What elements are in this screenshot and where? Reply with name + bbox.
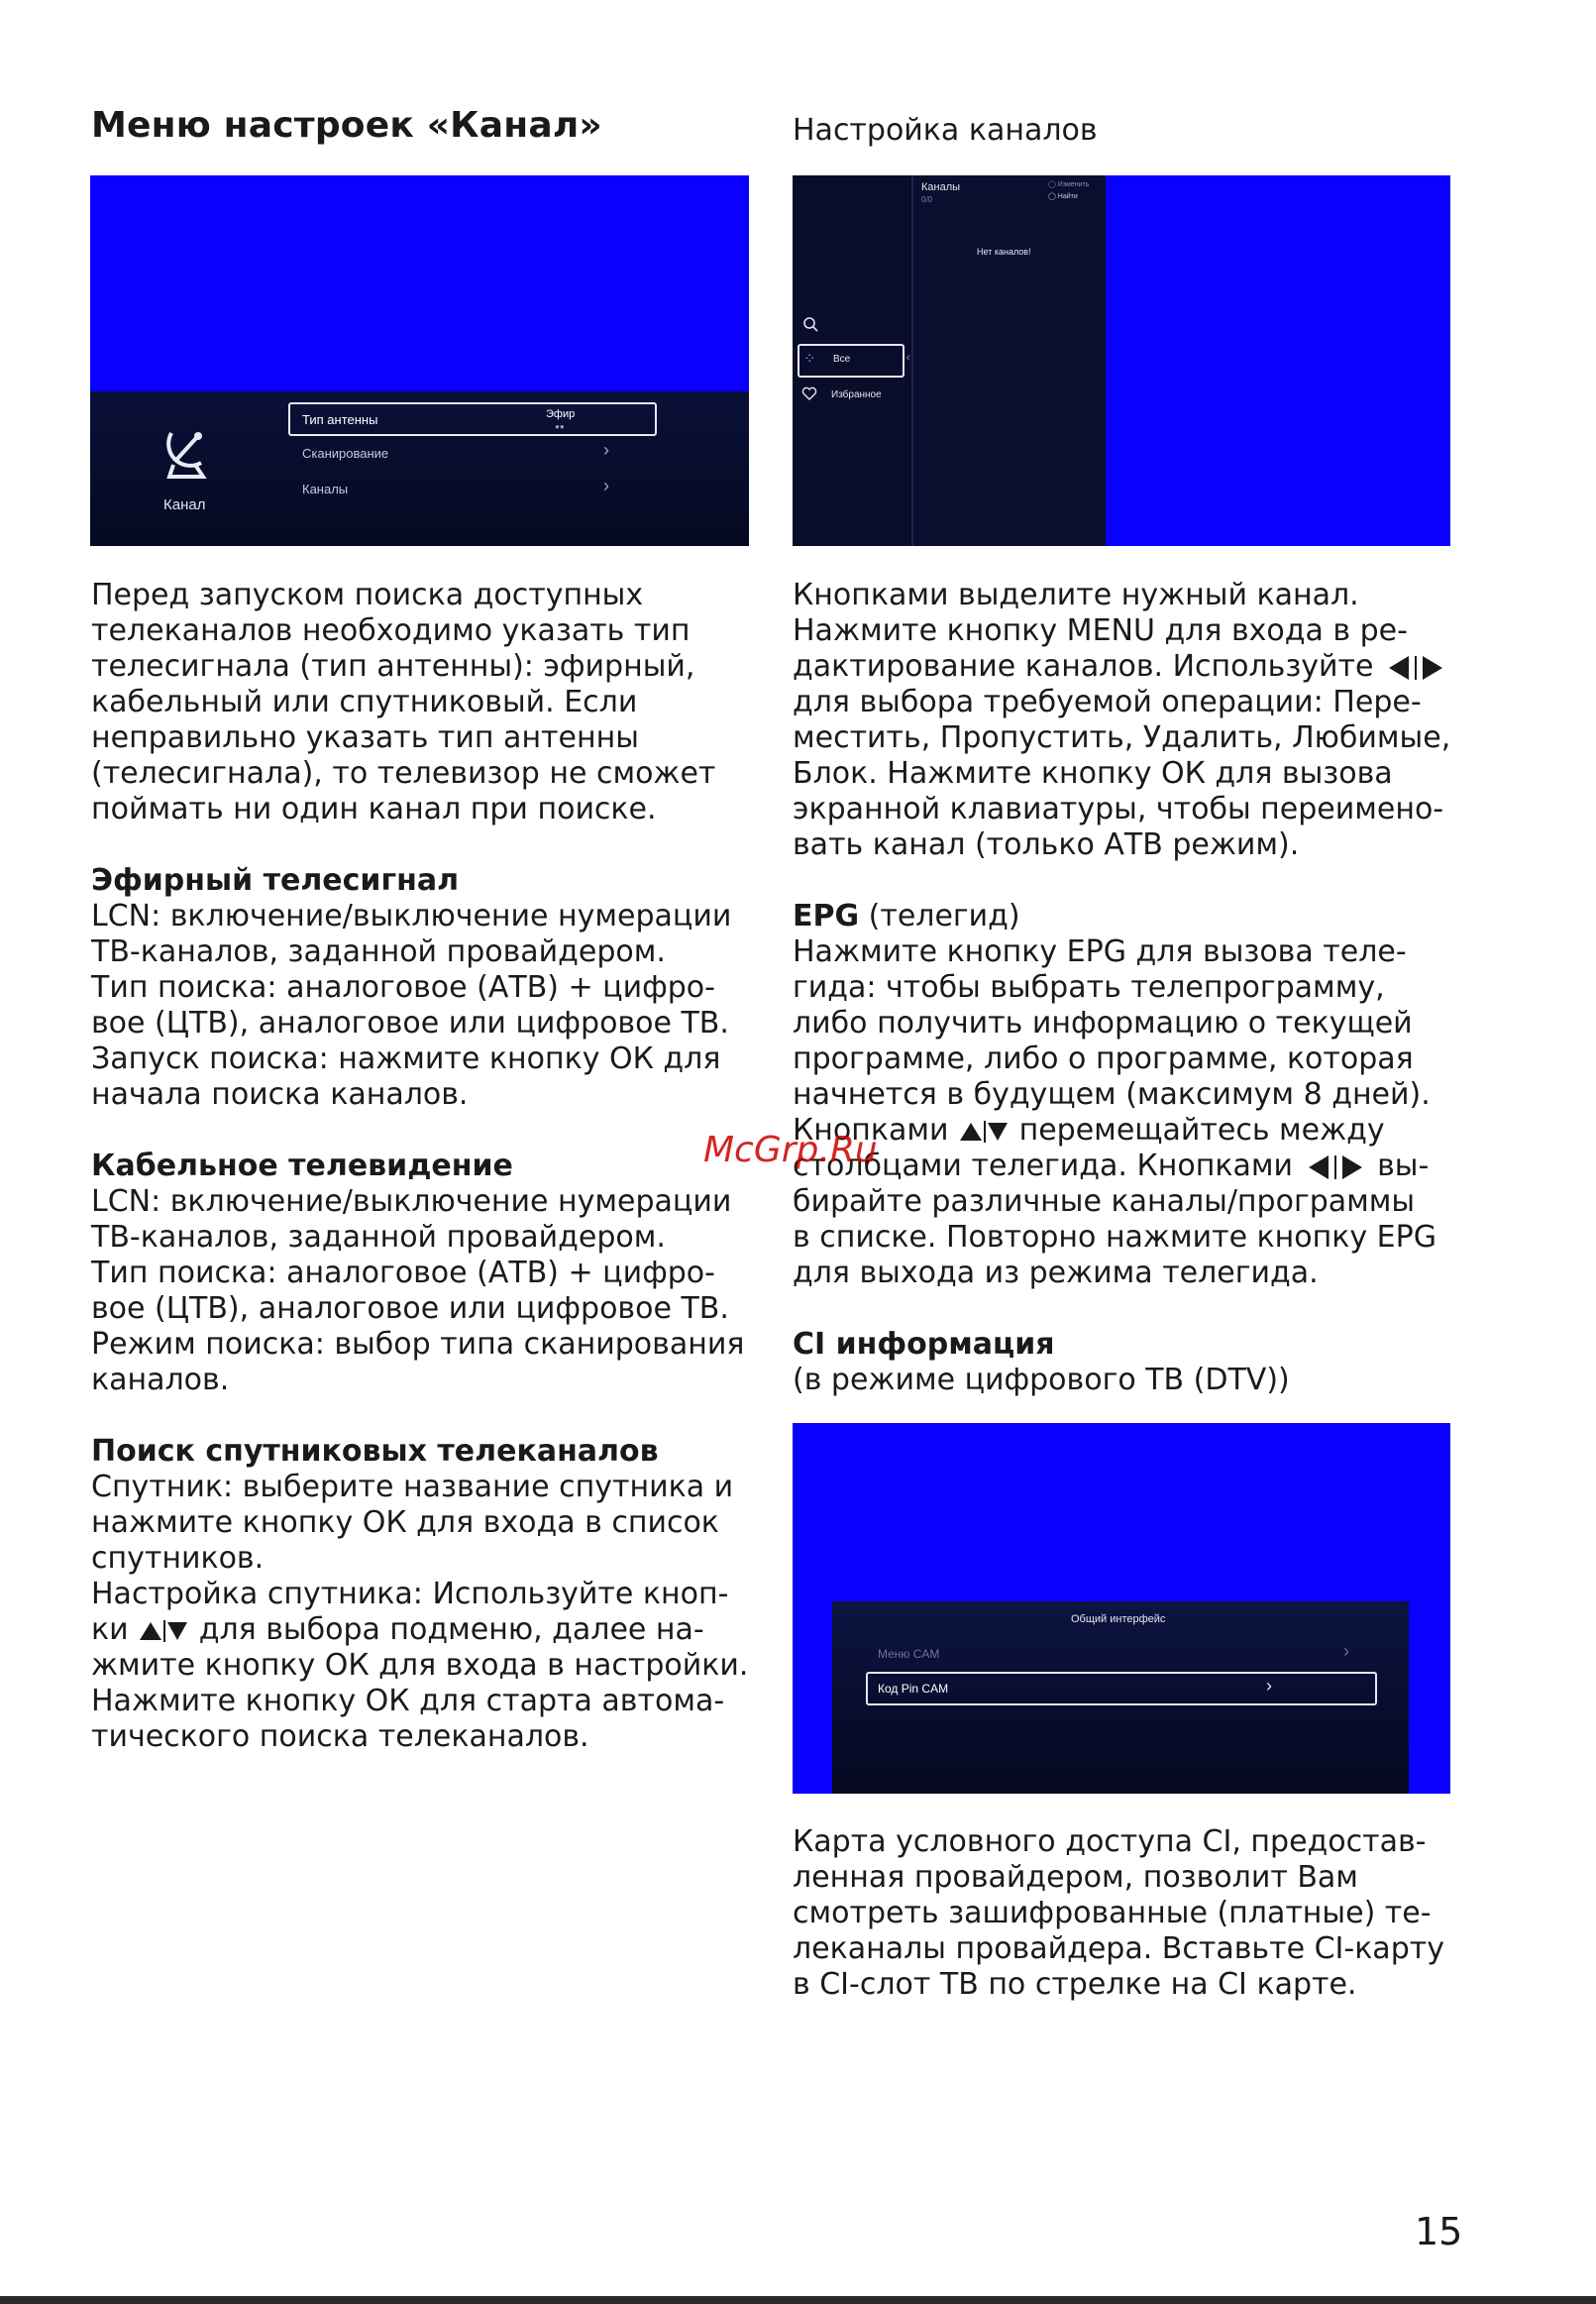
chevron-left-icon: ‹ [905, 350, 911, 366]
ci-panel-title: Общий интерфейс [1071, 1613, 1166, 1625]
channel-list-screenshot [793, 175, 1450, 546]
epg-section: EPG (телегид) Нажмите кнопку EPG для вызова теле- гида: чтобы выбрать телепрограмму, либо получить информацию о текущей программе, либо о программе, которая начнется в будущем (максимум 8 дней). Кнопками перемещайтесь между столбцами телегида. Кнопками вы- бирайте различные каналы/программы в списке. Повторно нажмите кнопку EPG для выхода из режима телегида. [793, 899, 1436, 1290]
side-item-favorites[interactable]: Избранное [831, 389, 882, 400]
edit-action[interactable]: ◯ Изменить [1048, 181, 1090, 188]
dots-indicator: ●● [555, 422, 565, 431]
air-heading: Эфирный телесигнал [91, 863, 460, 898]
menu-item-label: Сканирование [302, 446, 389, 461]
common-interface-screenshot [793, 1423, 1450, 1794]
page-number: 15 [1415, 2210, 1463, 2253]
ci-heading: CI информация [793, 1327, 1055, 1362]
chevron-right-icon: › [1266, 1676, 1272, 1696]
search-icon[interactable] [802, 316, 818, 332]
ci-section [793, 1327, 1456, 1398]
grid-icon: ⁘ [803, 350, 816, 368]
side-item-all[interactable] [798, 344, 904, 378]
menu-item-label: Каналы [302, 482, 349, 496]
channel-menu-screenshot [90, 175, 749, 546]
air-section: Эфирный телесигнал LCN: включение/выключение нумерации ТВ-каналов, заданной провайдером. Тип поиска: аналоговое (АТВ) + цифро- вое (ЦТВ), аналоговое или цифровое ТВ. Запуск поиска: нажмите кнопку ОК для начала поиска каналов. [91, 863, 755, 1113]
category-label: Канал [163, 496, 206, 513]
cable-section: Кабельное телевидение LCN: включение/выключение нумерации ТВ-каналов, заданной провайдером. Тип поиска: аналоговое (АТВ) + цифро- вое (ЦТВ), аналоговое или цифровое ТВ. Режим поиска: выбор типа сканирования каналов. [91, 1149, 755, 1398]
satellite-dish-icon [161, 425, 211, 481]
satellite-section: Поиск спутниковых телеканалов Спутник: выберите название спутника и нажмите кнопку ОК для входа в список спутников. Настройка спутника: Используйте кноп- ки для выбора подменю, далее на- жмите кнопку ОК для входа в настройки. Нажмите кнопку ОК для старта автома- тического поиска телеканалов. [91, 1434, 755, 1755]
left-right-arrows-icon [1303, 1153, 1368, 1181]
intro-paragraph: Перед запуском поиска доступных телеканалов необходимо указать тип телесигнала (тип антенны): эфирный, кабельный или спутниковый. Если неправильно указать тип антенны (телесигнала), то телевизор не сможет поймать ни один канал при поиске. [91, 578, 716, 826]
cable-heading: Кабельное телевидение [91, 1149, 513, 1183]
up-down-arrows-icon [138, 1618, 189, 1644]
up-down-arrows-icon [958, 1119, 1010, 1145]
edit-paragraph: Кнопками выделите нужный канал. Нажмите кнопку MENU для входа в ре- дактирование каналов. Используйте для выбора требуемой операции: Пере- местить, Пропустить, Удалить, Любимые, Блок. Нажмите кнопку ОК для вызова экранной клавиатуры, чтобы переимено- вать канал (только АТВ режим). [793, 578, 1451, 862]
menu-item-antenna-type[interactable] [288, 402, 657, 436]
list-count: 0/0 [921, 195, 933, 204]
menu-item-label: Код Pin CAM [878, 1682, 949, 1696]
menu-item-value: Эфир [546, 408, 576, 420]
ci-paragraph: Карта условного доступа CI, предостав- ленная провайдером, позволит Вам смотреть зашифрованные (платные) те- леканалы провайдера. Вставьте CI-карту в CI-слот ТВ по стрелке на CI карте. [793, 1824, 1444, 2002]
list-panel [913, 175, 1106, 546]
find-action[interactable]: ◯ Найти [1048, 193, 1078, 200]
ci-item-cam-menu[interactable] [868, 1641, 1375, 1667]
chevron-right-icon: › [1343, 1641, 1349, 1661]
empty-message: Нет каналов! [977, 247, 1031, 257]
menu-item-label: Меню CAM [878, 1647, 940, 1661]
watermark: McGrp.Ru [703, 1130, 878, 1170]
page-title-left: Меню настроек «Канал» [91, 105, 602, 146]
side-item-label: Все [833, 354, 851, 365]
satellite-heading: Поиск спутниковых телеканалов [91, 1434, 659, 1469]
bottom-edge [0, 2296, 1596, 2304]
menu-item-label: Тип антенны [302, 412, 378, 427]
list-header: Каналы [921, 181, 961, 193]
left-right-arrows-icon [1383, 654, 1448, 682]
menu-item-scan[interactable] [288, 440, 653, 466]
menu-item-channels[interactable] [288, 476, 653, 501]
ci-item-pin-cam[interactable] [866, 1672, 1377, 1705]
heart-icon [801, 386, 817, 400]
epg-heading: EPG [793, 899, 860, 933]
page-title-right: Настройка каналов [793, 113, 1098, 148]
chevron-right-icon: › [603, 440, 609, 460]
ci-subheading: (в режиме цифрового ТВ (DTV)) [793, 1363, 1290, 1397]
chevron-right-icon: › [603, 476, 609, 495]
